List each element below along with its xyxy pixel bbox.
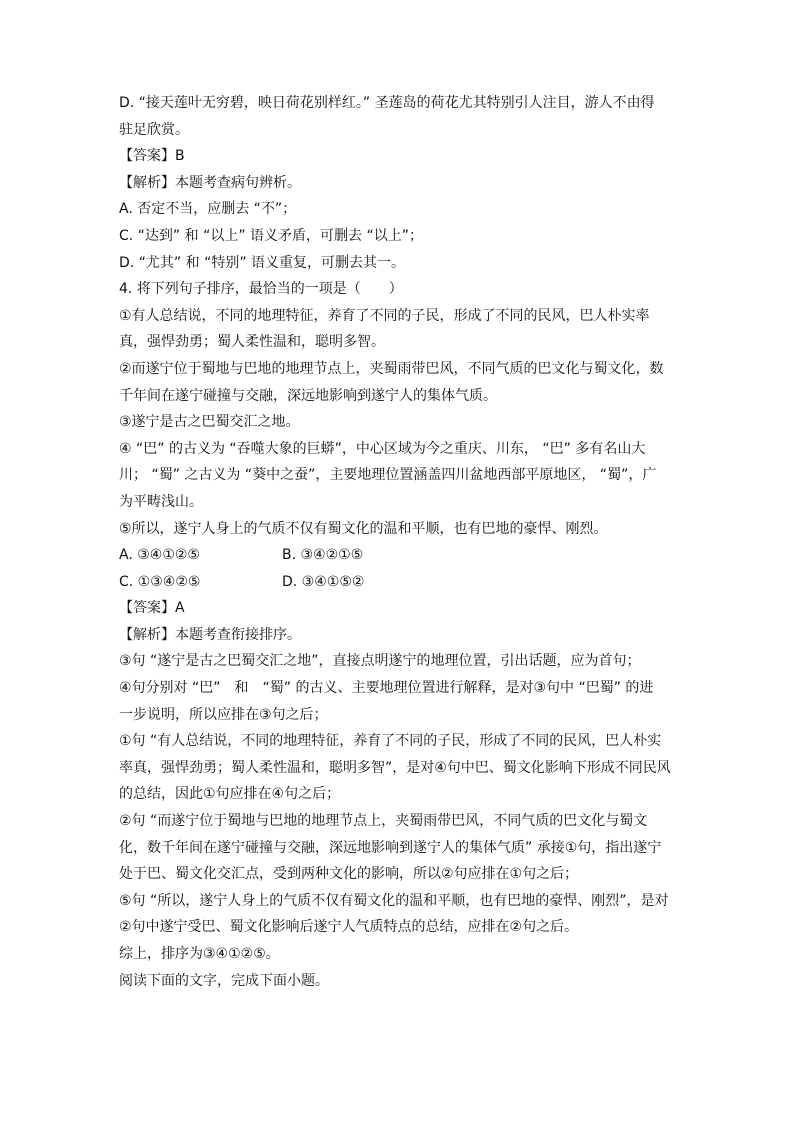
options-row-1 [119, 542, 679, 569]
sentence-2-line-2: 千年间在遂宁碰撞与交融，深远地影响到遂宁人的集体气质。 [119, 387, 497, 404]
analysis-q4-p2-line-1: ④句分别对 “巴” 和 “蜀” 的古义、主要地理位置进行解释，是对③句中 “巴蜀” 的进 [119, 680, 654, 697]
sentence-1-line-1: ①有人总结说，不同的地理特征，养育了不同的子民，形成了不同的民风，巴人朴实率 [119, 307, 650, 324]
sentence-4-line-1: ④ “巴” 的古义为 “吞噬大象的巨蟒”，中心区域为今之重庆、川东， “巴” 多有名山大 [119, 440, 646, 457]
analysis-q4-p3-line-3: 的总结，因此①句应排在④句之后； [119, 786, 341, 803]
sentence-4-line-2: 川； “蜀” 之古义为 “葵中之蚕”，主要地理位置涵盖四川盆地西部平原地区， “蜀”，广 [119, 467, 657, 484]
sentence-4-line-3: 为平畴浅山。 [119, 493, 203, 510]
analysis-q4-p3-line-2: 率真，强悍劲勇；蜀人柔性温和，聪明多智”，是对④句中巴、蜀文化影响下形成不同民风 [119, 759, 671, 776]
sentence-5: ⑤所以，遂宁人身上的气质不仅有蜀文化的温和平顺，也有巴地的豪悍、刚烈。 [119, 520, 608, 537]
option-d: D. ③④①⑤② [282, 573, 365, 590]
question-block [119, 90, 679, 542]
analysis-q4-p2-line-2: 一步说明，所以应排在③句之后； [119, 706, 328, 723]
analysis-q4-p5-line-1: ⑤句 “所以，遂宁人身上的气质不仅有蜀文化的温和平顺，也有巴地的豪悍、刚烈”，是对 [119, 892, 669, 909]
option-d-line-2: 驻足欣赏。 [119, 121, 189, 138]
analysis-q4-p4-line-2: 化，数千年间在遂宁碰撞与交融，深远地影响到遂宁人的集体气质” 承接①句，指出遂宁 [119, 839, 662, 856]
analysis-q4-p3-line-1: ①句 “有人总结说，不同的地理特征，养育了不同的子民，形成了不同的民风，巴人朴实 [119, 733, 662, 750]
option-d-line-1: D. “接天莲叶无穷碧，映日荷花别样红。” 圣莲岛的荷花尤其特别引人注目，游人不由得 [119, 95, 655, 111]
answer-q3: 【答案】B [119, 148, 185, 165]
answer-q4: 【答案】A [119, 600, 185, 617]
sentence-1-line-2: 真，强悍劲勇；蜀人柔性温和，聪明多智。 [119, 334, 385, 351]
analysis-q3-c: C. “达到” 和 “以上” 语义矛盾，可删去 “以上”； [119, 227, 423, 244]
question-4-stem: 4. 将下列句子排序，最恰当的一项是（ ） [119, 281, 403, 298]
sentence-3: ③遂宁是古之巴蜀交汇之地。 [119, 414, 300, 431]
option-c: C. ①③④②⑤ [119, 573, 201, 590]
analysis-q3-a: A. 否定不当，应删去 “不”； [119, 201, 297, 218]
sentence-2-line-1: ②而遂宁位于蜀地与巴地的地理节点上，夹蜀雨带巴风，不同气质的巴文化与蜀文化，数 [119, 360, 664, 377]
option-b: B. ③④②①⑤ [282, 547, 364, 564]
analysis-q4-p4-line-1: ②句 “而遂宁位于蜀地与巴地的地理节点上，夹蜀雨带巴风，不同气质的巴文化与蜀文 [119, 813, 648, 830]
document-content [119, 90, 679, 994]
analysis-q4-p1: ③句 “遂宁是古之巴蜀交汇之地”，直接点明遂宁的地理位置，引出话题，应为首句； [119, 653, 641, 670]
analysis-q4-p5-line-2: ②句中遂宁受巴、蜀文化影响后遂宁人气质特点的总结，应排在②句之后。 [119, 919, 579, 936]
analysis-q4-title: 【解析】本题考查衔接排序。 [119, 626, 301, 643]
analysis-block [119, 595, 679, 994]
analysis-q4-p4-line-3: 处于巴、蜀文化交汇点，受到两种文化的影响，所以②句应排在①句之后； [119, 866, 579, 883]
options-row-2 [119, 569, 679, 596]
next-section-instruction: 阅读下面的文字，完成下面小题。 [119, 972, 329, 989]
option-a: A. ③④①②⑤ [119, 547, 200, 564]
analysis-q4-conclusion: 综上，排序为③④①②⑤。 [119, 946, 280, 962]
analysis-q3-d: D. “尤其” 和 “特别” 语义重复，可删去其一。 [119, 254, 406, 271]
analysis-q3-title: 【解析】本题考查病句辨析。 [119, 174, 301, 191]
